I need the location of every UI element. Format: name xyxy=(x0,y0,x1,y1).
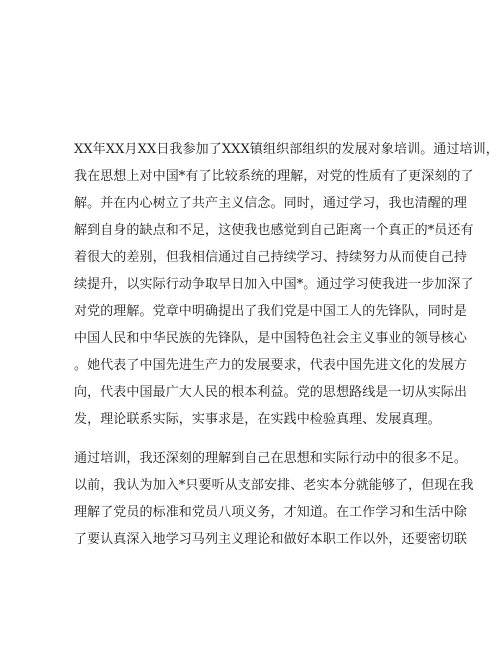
text-line: 发，理论联系实际，实事求是，在实践中检验真理、发展真理。 xyxy=(74,412,441,427)
text-line: 着很大的差别，但我相信通过自己持续学习、持续努力从而使自己持 xyxy=(74,250,468,265)
text-line: 通过培训，我还深刻的理解到自己在思想和实际行动中的很多不足。 xyxy=(74,451,468,466)
text-line: 。她代表了中国先进生产力的发展要求，代表中国先进文化的发展方 xyxy=(74,358,468,373)
text-line: 我在思想上对中国*有了比较系统的理解，对党的性质有了更深刻的了 xyxy=(74,169,474,184)
text-line: 解到自身的缺点和不足，这使我也感觉到自己距离一个真正的*员还有 xyxy=(74,223,474,238)
text-line: 解。并在内心树立了共产主义信念。同时，通过学习，我也清醒的理 xyxy=(74,196,468,211)
paragraph-training-summary xyxy=(74,136,499,433)
text-line: 对党的理解。党章中明确提出了我们党是中国工人的先锋队，同时是 xyxy=(74,304,468,319)
text-line: XX年XX月XX日我参加了XXX镇组织部组织的发展对象培训。通过培训， xyxy=(74,142,499,157)
text-line: 续提升，以实际行动争取早日加入中国*。通过学习使我进一步加深了 xyxy=(74,277,474,292)
paragraph-shortcomings xyxy=(74,445,474,553)
text-line: 以前，我认为加入*只要听从支部安排、老实本分就能够了，但现在我 xyxy=(74,478,474,493)
text-line: 了要认真深入地学习马列主义理论和做好本职工作以外，还要密切联 xyxy=(74,532,468,547)
text-line: 中国人民和中华民族的先锋队，是中国特色社会主义事业的领导核心 xyxy=(74,331,468,346)
text-line: 向，代表中国最广大人民的根本利益。党的思想路线是一切从实际出 xyxy=(74,385,468,400)
text-line: 理解了党员的标准和党员八项义务，才知道。在工作学习和生活中除 xyxy=(74,505,468,520)
